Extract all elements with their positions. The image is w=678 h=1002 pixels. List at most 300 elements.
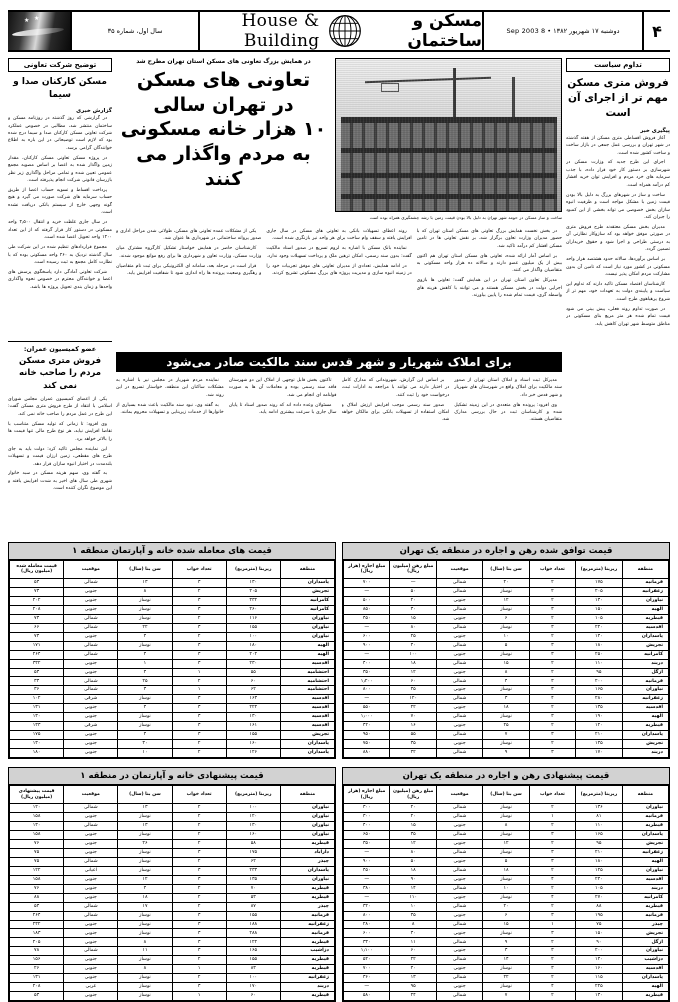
cell-value: ۲۵: [483, 722, 529, 731]
table-row: [10, 695, 335, 704]
cell-district: دزاشیب: [622, 956, 668, 965]
cell-value: ۲: [529, 974, 575, 983]
cell-value: ۱۵۸: [10, 813, 64, 822]
table-row: [10, 605, 335, 614]
cell-value: ۱۰: [483, 884, 529, 893]
cell-value: غربی: [64, 983, 118, 992]
table-row: [344, 875, 669, 884]
table-row: [344, 713, 669, 722]
cell-value: ۲۰۰: [576, 947, 622, 956]
cell-district: قیطریه: [280, 938, 334, 947]
table-header-row: [344, 785, 669, 803]
cell-value: ۱۸: [483, 704, 529, 713]
cell-value: ۵۸۰: [344, 992, 390, 1001]
cell-value: ۱۰۰: [390, 650, 436, 659]
masthead-title-group: [200, 12, 482, 50]
cell-value: نوساز: [118, 956, 172, 965]
cell-value: ۵۳: [10, 668, 64, 677]
table-row: [344, 704, 669, 713]
cell-value: ۴۲: [390, 748, 436, 757]
right-rail-headline: مسکن کارکنان صدا و سیما: [13, 77, 107, 101]
cell-value: جنوبی: [64, 965, 118, 974]
cell-value: ۱۳۵: [576, 704, 622, 713]
cell-value: ۲: [529, 668, 575, 677]
cell-value: ۲: [529, 579, 575, 588]
table-row: [344, 893, 669, 902]
cell-value: ۱۳۰: [10, 822, 64, 831]
banner-column: [229, 377, 337, 465]
cell-value: ۴: [118, 632, 172, 641]
cell-value: ۱۲۰: [576, 722, 622, 731]
table-body: [344, 804, 669, 1001]
table-header-row: [10, 560, 335, 578]
column-header: منطقه: [622, 785, 668, 803]
cell-value: نوساز: [118, 695, 172, 704]
cell-district: نیاوران: [622, 597, 668, 606]
cell-value: ۳۰۰: [344, 804, 390, 813]
table-row: [10, 597, 335, 606]
cell-value: ۱۵۰: [576, 605, 622, 614]
cell-district: کامرانیه: [622, 893, 668, 902]
commission-body: [8, 396, 112, 491]
left-rail-headline: فروش متری مسکن مهم تر از اجرای آن است: [567, 77, 669, 120]
cell-value: ۱۵: [483, 920, 529, 929]
cell-district: پاسداران: [280, 740, 334, 749]
paragraph: مجموع قراردادهای تنظیم شده در این شرکت طی سال گذشته نزدیک به ۲۶۰ واحد مسکونی بوده که با نظارت کامل مجمع به ثبت رسیده است.: [8, 245, 112, 265]
cell-value: ۱۰۰: [226, 804, 280, 813]
cell-value: شمالی: [436, 677, 482, 686]
cell-value: ۱۲۰: [10, 804, 64, 813]
paragraph: ساخت و ساز در شهرهای بزرگ به دلیل بالا بودن قیمت زمین با مشکل مواجه است و ظرفیت انبوه سازان بخش خصوصی می تواند بخشی از این کمبود را جبران کند.: [566, 192, 670, 221]
cell-value: ۳: [172, 731, 226, 740]
cell-value: ۸: [390, 920, 436, 929]
left-rail-byline: پیگیری خبر: [640, 127, 670, 134]
table-offered-prices-d1: [8, 767, 336, 1002]
table-row: [344, 929, 669, 938]
paragraph: صدور سند رسمی موجب افزایش ارزش املاک و امکان استفاده از تسهیلات بانکی برای مالکان خواهد شد.: [341, 402, 450, 423]
cell-district: دربند: [280, 983, 334, 992]
cell-value: شمالی: [436, 731, 482, 740]
cell-value: نوساز: [483, 605, 529, 614]
cell-value: ۲: [172, 857, 226, 866]
lead-headline-block: [116, 58, 331, 212]
cell-value: ۵۰: [390, 857, 436, 866]
globe-icon: [328, 14, 362, 48]
cell-district: دربند: [622, 659, 668, 668]
cell-value: شمالی: [64, 804, 118, 813]
cell-value: ۱۶۵: [226, 947, 280, 956]
table-row: [10, 713, 335, 722]
table-row: [10, 579, 335, 588]
cell-value: ۵۰: [390, 588, 436, 597]
paragraph: پرداخت اقساط و تسویه حساب اعضا از طریق حساب سرمایه های شرکت صورت می گیرد و هیچ گونه وجهی خارج از سیستم بانکی دریافت نشده است.: [8, 188, 112, 216]
cell-value: شمالی: [64, 902, 118, 911]
cell-district: اقدسیه: [280, 713, 334, 722]
cell-value: ۷۵: [10, 857, 64, 866]
masthead-date: دوشنبه ۱۷ شهریور ۱۳۸۲ • 8 Sep 2003: [482, 12, 642, 50]
cell-value: ۶۰: [226, 992, 280, 1001]
cell-value: ۱۳۰: [576, 992, 622, 1001]
cell-value: جنوبی: [436, 857, 482, 866]
table-row: [10, 614, 335, 623]
cell-value: ۷۰۰: [344, 965, 390, 974]
table-header-row: [10, 785, 335, 803]
cell-district: چیذر: [622, 920, 668, 929]
lead-story-columns: [116, 228, 562, 346]
cell-value: شمالی: [64, 614, 118, 623]
table-row: [10, 929, 335, 938]
column-header: منطقه: [622, 560, 668, 578]
cell-value: ۱۱: [390, 938, 436, 947]
column-header: منطقه: [280, 785, 334, 803]
cell-value: ۵۰۰: [344, 597, 390, 606]
cell-value: ۲: [529, 938, 575, 947]
cell-value: نوساز: [483, 623, 529, 632]
cell-value: ۱۸۰: [576, 641, 622, 650]
cell-value: ۲: [529, 992, 575, 1001]
cell-value: ۳۳۰: [344, 938, 390, 947]
cell-value: جنوبی: [436, 893, 482, 902]
cell-value: جنوبی: [64, 849, 118, 858]
cell-value: ۳: [172, 704, 226, 713]
table-row: [344, 920, 669, 929]
cell-value: ۳۶۰: [344, 974, 390, 983]
cell-value: ۳: [529, 605, 575, 614]
paragraph: در گزارشی که روز گذشته در روزنامه مسکن و ساختمان منتشر شد، مطالبی در خصوص عملکرد شرکت تعاونی مسکن کارکنان صدا و سیما درج شده بود که لازم است توضیحاتی در این باره به اطلاع خوانندگان گرامی برسد.: [8, 116, 112, 151]
cell-value: ۳۸۰: [344, 884, 390, 893]
paragraph: کارشناسان اقتصاد مسکن تاکید دارند که تداوم این سیاست و پایبندی دولت به تعهدات خود، مهم تر از شروع پرهیاهوی طرح است.: [566, 282, 670, 302]
cell-value: ۲: [172, 902, 226, 911]
cell-district: قیطریه: [622, 902, 668, 911]
cell-value: ۲۰: [390, 813, 436, 822]
paragraph: به گفته وی، نبود سند مالکیت باعث شده بسیاری از خانوارها از خدمات زیربنایی و تسهیلات محروم بمانند.: [116, 402, 224, 416]
cell-value: ۱۷۱: [10, 641, 64, 650]
cell-value: ۲۷۰: [576, 893, 622, 902]
cell-value: ۲۶۴: [10, 650, 64, 659]
table-row: [10, 748, 335, 757]
table-row: [10, 857, 335, 866]
cell-value: ۴۵۰: [344, 866, 390, 875]
cell-value: ۲۱۰: [576, 849, 622, 858]
cell-value: نوساز: [118, 911, 172, 920]
cell-value: ۱۵۵: [226, 956, 280, 965]
cell-district: الهیه: [622, 983, 668, 992]
table-row: [10, 840, 335, 849]
cell-value: ۳: [529, 677, 575, 686]
cell-value: ۱۳۰: [10, 740, 64, 749]
cell-value: جنوبی: [64, 731, 118, 740]
cell-value: نوساز: [483, 650, 529, 659]
cell-value: جنوبی: [64, 938, 118, 947]
cell-value: ۲۰: [390, 804, 436, 813]
cell-value: ۲۳۰: [226, 659, 280, 668]
cell-value: ۳: [172, 938, 226, 947]
cell-value: جنوبی: [64, 605, 118, 614]
cell-value: جنوبی: [436, 614, 482, 623]
table-row: [10, 983, 335, 992]
cell-value: ۱۰: [390, 902, 436, 911]
cell-value: ۱۳۵: [226, 875, 280, 884]
cell-value: نوساز: [118, 813, 172, 822]
cell-district: پاسداران: [280, 866, 334, 875]
table-row: [344, 579, 669, 588]
cell-value: ۷: [483, 992, 529, 1001]
cell-value: نوساز: [483, 831, 529, 840]
table-row: [344, 902, 669, 911]
cell-value: جنوبی: [436, 632, 482, 641]
commission-kicker: عضو کمیسیون عمران:: [23, 345, 97, 354]
cell-value: شمالی: [64, 857, 118, 866]
cell-value: ۱۶۱: [226, 722, 280, 731]
cell-value: ۳: [172, 983, 226, 992]
cell-value: ۴: [118, 668, 172, 677]
table-row: [10, 704, 335, 713]
data-table: [343, 785, 669, 1001]
cell-value: ۲: [172, 804, 226, 813]
table-title: قیمت توافق شده رهن و اجاره در منطقه یک تهران: [343, 543, 669, 560]
cell-value: ۹۵: [576, 840, 622, 849]
cell-value: ۳۳۲: [10, 659, 64, 668]
table-row: [10, 677, 335, 686]
table-title: قیمت پیشنهادی رهن و اجاره در منطقه یک تهران: [343, 768, 669, 785]
cell-value: ۲: [529, 840, 575, 849]
cell-value: ۱۲۰: [226, 813, 280, 822]
cell-value: نوساز: [483, 804, 529, 813]
column-header: موقعیت: [64, 560, 118, 578]
table-row: [10, 956, 335, 965]
cell-value: نوساز: [118, 831, 172, 840]
cell-value: نوساز: [118, 597, 172, 606]
cell-value: ۶۰۰: [344, 632, 390, 641]
cell-value: نوساز: [483, 893, 529, 902]
cell-value: ۵: [483, 857, 529, 866]
cell-value: ۷۰۰: [344, 579, 390, 588]
cell-value: نوساز: [118, 920, 172, 929]
cell-value: ۹۵: [576, 668, 622, 677]
paragraph: تاکنون بخش قابل توجهی از املاک این دو شهرستان فاقد سند رسمی بوده و معاملات آن ها به صورت قولنامه ای انجام می شد.: [228, 377, 337, 398]
cell-value: ۷۵۰: [344, 740, 390, 749]
cell-value: ۲۰۲: [10, 597, 64, 606]
cell-value: ۳: [172, 929, 226, 938]
table-row: [10, 938, 335, 947]
cell-value: ۳۲۰: [344, 902, 390, 911]
tables-row-top: [8, 542, 670, 759]
cell-value: ۳: [172, 605, 226, 614]
table-row: [10, 875, 335, 884]
cell-value: جنوبی: [64, 884, 118, 893]
table-row: [344, 822, 669, 831]
cell-value: ۵۸: [226, 840, 280, 849]
cell-value: ۱۶۵: [576, 686, 622, 695]
cell-value: شمالی: [436, 902, 482, 911]
cell-value: ۱۳۳: [10, 722, 64, 731]
cell-value: ۸۰۰: [344, 911, 390, 920]
cell-district: قیطریه: [280, 840, 334, 849]
cell-value: نوساز: [483, 983, 529, 992]
cell-district: پاسداران: [622, 632, 668, 641]
cell-value: جنوبی: [64, 668, 118, 677]
cell-district: اقدسیه: [280, 659, 334, 668]
table-row: [10, 740, 335, 749]
table-row: [344, 956, 669, 965]
cell-value: ۱۵۰: [576, 929, 622, 938]
cell-value: ۱۷۵: [10, 731, 64, 740]
cell-district: تجریش: [622, 641, 668, 650]
right-rail-box-label: توضیح شرکت تعاونی: [8, 58, 112, 72]
cell-value: ۱۵: [390, 614, 436, 623]
cell-value: شمالی: [64, 822, 118, 831]
cell-district: دارآباد: [280, 849, 334, 858]
paragraph: در پروژه مسکن تعاونی مسکن کارکنان، مقدار زمین واگذار شده به اعضا بر اساس مصوبه مجمع عمومی تعیین شده و تمامی مراحل واگذاری زیر نظر بازرسان قانونی شرکت انجام پذیرفته است.: [8, 155, 112, 184]
table-row: [344, 831, 669, 840]
cell-value: شمالی: [436, 938, 482, 947]
cell-value: ۶۰: [226, 677, 280, 686]
cell-district: دربند: [622, 884, 668, 893]
cell-value: ۱۸: [390, 866, 436, 875]
cell-value: ۱٫۱۰۰: [344, 947, 390, 956]
middle-zone: [116, 58, 562, 535]
cell-value: شمالی: [436, 748, 482, 757]
cell-value: ۱۸: [118, 893, 172, 902]
table-row: [10, 911, 335, 920]
cell-value: ۳: [529, 965, 575, 974]
cell-value: ۳۵۰: [344, 668, 390, 677]
lead-kicker: در همایش بزرگ تعاونی های مسکن استان تهران مطرح شد: [136, 58, 311, 65]
cell-value: ۱۶۰: [226, 831, 280, 840]
cell-value: جنوبی: [64, 893, 118, 902]
cell-value: —: [344, 875, 390, 884]
cell-district: پاسداران: [622, 731, 668, 740]
table-row: [10, 965, 335, 974]
cell-value: نوساز: [483, 740, 529, 749]
cell-value: ۱۳: [118, 579, 172, 588]
commission-headline: فروش متری مسکن مردم را صاحب خانه نمی کند: [18, 356, 102, 391]
cell-value: ۲: [529, 704, 575, 713]
table-row: [10, 641, 335, 650]
newspaper-logo: ★ ★: [8, 12, 72, 50]
cell-value: ۱۷: [118, 902, 172, 911]
table-row: [10, 623, 335, 632]
column-header: زیربنا (مترمربع): [576, 560, 622, 578]
cell-value: شمالی: [436, 920, 482, 929]
cell-value: ۲۸۰: [344, 920, 390, 929]
lead-column: [266, 228, 411, 346]
cell-value: ۱۲۰: [390, 695, 436, 704]
cell-value: ۷۶: [10, 884, 64, 893]
cell-value: نوساز: [118, 992, 172, 1001]
cell-value: ۱۶۰: [226, 740, 280, 749]
table-row: [344, 597, 669, 606]
cell-district: زعفرانیه: [280, 974, 334, 983]
column-header: موقعیت: [436, 560, 482, 578]
table-row: [344, 740, 669, 749]
cell-value: جنوبی: [64, 813, 118, 822]
cell-value: ۳: [529, 650, 575, 659]
cell-value: ۵۳: [10, 902, 64, 911]
cell-value: ۳۰: [390, 929, 436, 938]
cell-value: ۲: [172, 956, 226, 965]
paragraph: وی افزود: پرونده های متعددی در این زمینه تشکیل شده و کارشناسان ثبت در حال بررسی مدارک متقاضیان هستند.: [454, 402, 562, 423]
paragraph: مسئولان وعده داده اند که روند صدور اسناد تا پایان سال جاری با سرعت بیشتری ادامه یابد.: [228, 402, 337, 416]
cell-value: ۵۳: [10, 579, 64, 588]
cell-district: الهیه: [280, 641, 334, 650]
cell-value: ۱۰۰: [226, 974, 280, 983]
cell-value: ۲۵: [390, 632, 436, 641]
cell-value: ۱۶: [390, 722, 436, 731]
table-row: [344, 659, 669, 668]
cell-district: قیطریه: [622, 822, 668, 831]
cell-value: ۲: [172, 614, 226, 623]
cell-value: ۲۲: [118, 623, 172, 632]
cell-value: ۳: [172, 947, 226, 956]
cell-value: ۶۵۰: [344, 831, 390, 840]
cell-value: ۳: [529, 849, 575, 858]
cell-value: شمالی: [436, 813, 482, 822]
cell-value: ۴: [118, 884, 172, 893]
cell-value: ۳۶: [10, 686, 64, 695]
table-row: [344, 641, 669, 650]
cell-value: ۱۲۲: [226, 938, 280, 947]
cell-district: دربند: [622, 748, 668, 757]
cell-value: ۱۲: [483, 840, 529, 849]
cell-value: ۳: [483, 947, 529, 956]
cell-value: شمالی: [436, 605, 482, 614]
cell-value: ۱: [118, 659, 172, 668]
cell-value: جنوبی: [64, 588, 118, 597]
table-head: [10, 785, 335, 803]
cell-value: ۸۷: [226, 902, 280, 911]
cell-value: شمالی: [436, 641, 482, 650]
cell-value: —: [344, 650, 390, 659]
cell-value: ۲۲۴: [226, 704, 280, 713]
cell-value: ۱۵۵: [226, 731, 280, 740]
paragraph: این نماینده مجلس تاکید کرد: دولت باید به جای طرح های مقطعی، زمین ارزان قیمت و تسهیلات بلندمدت در اختیار انبوه سازان قرار دهد.: [8, 446, 112, 467]
cell-value: ۷۰: [226, 884, 280, 893]
cell-district: قیطریه: [280, 956, 334, 965]
cell-value: ۱٫۲۰۰: [344, 677, 390, 686]
table-row: [344, 840, 669, 849]
banner-column: [454, 377, 562, 465]
paragraph: در بخش نخست همایش بزرگ تعاونی های مسکن استان تهران که با حضور مدیران وزارت تعاون برگزار شد، بر نقش تعاونی ها در تامین مسکن اقشار کم درآمد تاکید شد.: [416, 228, 562, 249]
cell-value: ۳: [529, 831, 575, 840]
paragraph: نماینده مردم شهریار در مجلس نیز با اشاره به مشکلات ساکنان این منطقه، خواستار تسریع در این روند شد.: [116, 377, 224, 398]
table-row: [10, 831, 335, 840]
cell-value: ۲۰: [483, 579, 529, 588]
cell-district: ازگل: [622, 938, 668, 947]
table-row: [344, 866, 669, 875]
cell-district: نیاوران: [280, 804, 334, 813]
cell-value: ۴: [118, 731, 172, 740]
cell-district: پاسداران: [280, 748, 334, 757]
cell-value: ۳: [529, 857, 575, 866]
cell-district: نیاوران: [280, 632, 334, 641]
column-header: زیربنا (مترمربع): [226, 785, 280, 803]
cell-value: ۲: [529, 632, 575, 641]
cell-value: ۶۶: [10, 623, 64, 632]
cell-district: قیطریه: [622, 614, 668, 623]
cell-district: الهیه: [622, 857, 668, 866]
paragraph: به گفته وی، سهم هزینه مسکن در سبد خانوار شهری طی سال های اخیر به شدت افزایش یافته و این موضوع نگران کننده است.: [8, 471, 112, 492]
cell-value: ۲۴۰: [576, 875, 622, 884]
cell-value: ۷۸: [10, 947, 64, 956]
cell-value: —: [344, 849, 390, 858]
cell-district: قیطریه: [622, 722, 668, 731]
cell-value: ۱: [172, 686, 226, 695]
cell-value: ۷: [483, 731, 529, 740]
cell-value: ۳۵۰: [344, 840, 390, 849]
cell-value: ۸۰: [390, 623, 436, 632]
cell-value: جنوبی: [64, 831, 118, 840]
